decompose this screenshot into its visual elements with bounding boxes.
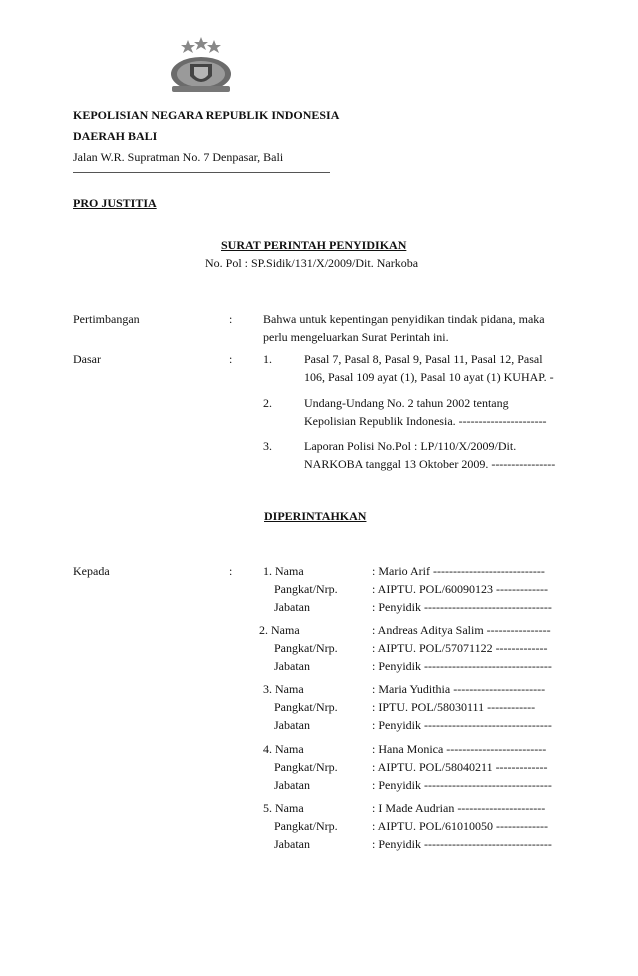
pertimbangan-text-line2: perlu mengeluarkan Surat Perintah ini.	[263, 330, 449, 344]
person-pangkat-value: : IPTU. POL/58030111 ------------	[372, 700, 536, 714]
dasar-item-line1: Pasal 7, Pasal 8, Pasal 9, Pasal 11, Pasal 12, Pasal	[304, 352, 543, 366]
person-nama-label: 5. Nama	[263, 801, 304, 815]
dasar-item-line2: Kepolisian Republik Indonesia. ----------------------	[304, 414, 547, 428]
person-jabatan-label: Jabatan	[274, 778, 310, 792]
person-nama-value: : Maria Yudithia -----------------------	[372, 682, 546, 696]
dasar-item-line1: Laporan Polisi No.Pol : LP/110/X/2009/Dit.	[304, 439, 517, 453]
dasar-colon: :	[229, 352, 233, 366]
dasar-label: Dasar	[73, 352, 101, 366]
person-pangkat-label: Pangkat/Nrp.	[274, 641, 338, 655]
person-pangkat-value: : AIPTU. POL/61010050 -------------	[372, 819, 548, 833]
person-pangkat-label: Pangkat/Nrp.	[274, 582, 338, 596]
person-jabatan-value: : Penyidik --------------------------------	[372, 837, 552, 851]
person-pangkat-label: Pangkat/Nrp.	[274, 819, 338, 833]
document-title: SURAT PERINTAH PENYIDIKAN	[221, 238, 407, 252]
police-emblem-logo	[168, 36, 234, 96]
person-pangkat-value: : AIPTU. POL/57071122 -------------	[372, 641, 548, 655]
person-nama-value: : I Made Audrian ----------------------	[372, 801, 546, 815]
person-nama-label: 1. Nama	[263, 564, 304, 578]
region-name: DAERAH BALI	[73, 129, 158, 143]
person-jabatan-label: Jabatan	[274, 600, 310, 614]
dasar-item-line1: Undang-Undang No. 2 tahun 2002 tentang	[304, 396, 509, 410]
org-address: Jalan W.R. Supratman No. 7 Denpasar, Bali	[73, 150, 284, 164]
person-nama-label: 3. Nama	[263, 682, 304, 696]
dasar-item-number: 1.	[263, 352, 272, 366]
person-pangkat-value: : AIPTU. POL/60090123 -------------	[372, 582, 548, 596]
pro-justitia: PRO JUSTITIA	[73, 196, 157, 210]
person-nama-label: 4. Nama	[263, 742, 304, 756]
pertimbangan-label: Pertimbangan	[73, 312, 140, 326]
dasar-item-number: 3.	[263, 439, 272, 453]
kepada-colon: :	[229, 564, 233, 578]
person-jabatan-value: : Penyidik --------------------------------	[372, 718, 552, 732]
person-pangkat-label: Pangkat/Nrp.	[274, 700, 338, 714]
dasar-item-line2: NARKOBA tanggal 13 Oktober 2009. ----------------	[304, 457, 556, 471]
dasar-item-number: 2.	[263, 396, 272, 410]
dasar-item-line2: 106, Pasal 109 ayat (1), Pasal 10 ayat (1) KUHAP. -	[304, 370, 554, 384]
header-divider	[73, 172, 330, 173]
diperintahkan-heading: DIPERINTAHKAN	[264, 509, 367, 523]
person-nama-label: 2. Nama	[259, 623, 300, 637]
org-name: KEPOLISIAN NEGARA REPUBLIK INDONESIA	[73, 108, 340, 122]
person-nama-value: : Andreas Aditya Salim ----------------	[372, 623, 551, 637]
pertimbangan-colon: :	[229, 312, 233, 326]
person-jabatan-value: : Penyidik --------------------------------	[372, 778, 552, 792]
person-jabatan-label: Jabatan	[274, 837, 310, 851]
kepada-label: Kepada	[73, 564, 110, 578]
person-pangkat-value: : AIPTU. POL/58040211 -------------	[372, 760, 548, 774]
person-jabatan-value: : Penyidik --------------------------------	[372, 600, 552, 614]
document-number: No. Pol : SP.Sidik/131/X/2009/Dit. Narkoba	[205, 256, 419, 270]
pertimbangan-text-line1: Bahwa untuk kepentingan penyidikan tindak pidana, maka	[263, 312, 545, 326]
person-jabatan-label: Jabatan	[274, 718, 310, 732]
person-nama-value: : Mario Arif ----------------------------	[372, 564, 545, 578]
person-jabatan-value: : Penyidik --------------------------------	[372, 659, 552, 673]
person-pangkat-label: Pangkat/Nrp.	[274, 760, 338, 774]
person-nama-value: : Hana Monica -------------------------	[372, 742, 547, 756]
person-jabatan-label: Jabatan	[274, 659, 310, 673]
